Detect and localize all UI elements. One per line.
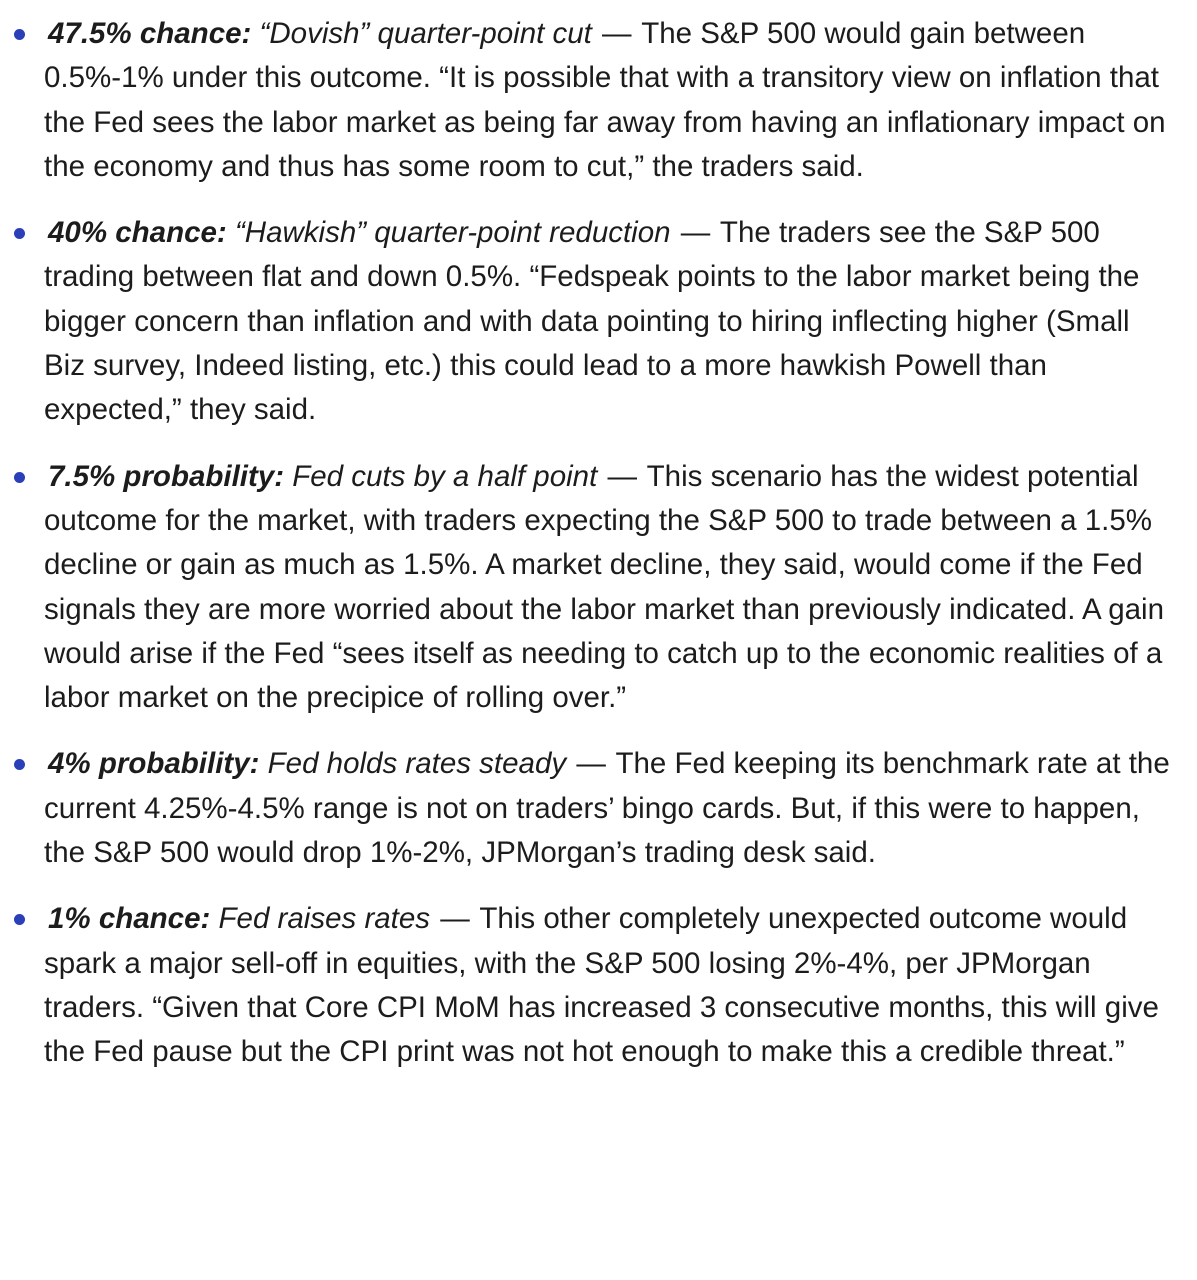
bullet-icon [14,29,25,40]
scenario-headline: “Dovish” quarter-point cut [259,17,592,50]
scenario-probability: 47.5% chance: [48,17,252,50]
scenario-probability: 1% chance: [48,902,211,936]
list-item [0,897,1197,1074]
list-item [0,12,1197,189]
scenario-description: The traders see the S&P 500 trading between flat and down 0.5%. “Fedspeak points to the labor market being the bigger concern than inflation and with data pointing to hiring inflecting higher (Small Biz survey, Indeed listing, etc.) this could lead to a more hawkish Powell than expected,” they said. [44,216,1140,427]
scenario-list [0,12,1197,1075]
bullet-icon [14,472,25,483]
em-dash: — [576,747,606,781]
em-dash: — [680,216,711,250]
bullet-icon [14,914,25,925]
scenario-description: The Fed keeping its benchmark rate at the current 4.25%-4.5% range is not on traders’ bingo cards. But, if this were to happen, the S&P 500 would drop 1%-2%, JPMorgan’s trading desk said. [44,747,1170,870]
scenario-probability: 4% probability: [48,747,260,781]
scenario-headline: “Hawkish” quarter-point reduction [234,216,671,250]
article-body [0,12,1197,1097]
scenario-description: This scenario has the widest potential outcome for the market, with traders expecting the S&P 500 to trade between a 1.5% decline or gain as much as 1.5%. A market decline, they said, would come if the Fed signals they are more worried about the labor market than previously indicated. A gain would arise if the Fed “sees itself as needing to catch up to the economic realities of a labor market on the precipice of rolling over.” [44,459,1164,715]
scenario-description: This other completely unexpected outcome would spark a major sell-off in equities, with the S&P 500 losing 2%-4%, per JPMorgan traders. “Given that Core CPI MoM has increased 3 consecutive months, this will give the Fed pause but the CPI print was not hot enough to make this a credible threat.” [44,902,1159,1069]
bullet-icon [14,228,25,239]
list-item [0,455,1197,721]
em-dash: — [607,459,637,493]
list-item [0,742,1197,875]
bullet-icon [14,759,25,770]
scenario-description: The S&P 500 would gain between 0.5%-1% under this outcome. “It is possible that with a transitory view on inflation that the Fed sees the labor market as being far away from having an inflationary impact on the economy and thus has some room to cut,” the traders said. [44,17,1166,183]
scenario-headline: Fed holds rates steady [267,747,567,781]
scenario-headline: Fed raises rates [218,902,431,936]
scenario-probability: 40% chance: [48,216,227,250]
scenario-probability: 7.5% probability: [48,459,285,493]
list-item [0,211,1197,432]
em-dash: — [602,17,632,50]
em-dash: — [440,902,470,936]
scenario-headline: Fed cuts by a half point [292,459,598,493]
